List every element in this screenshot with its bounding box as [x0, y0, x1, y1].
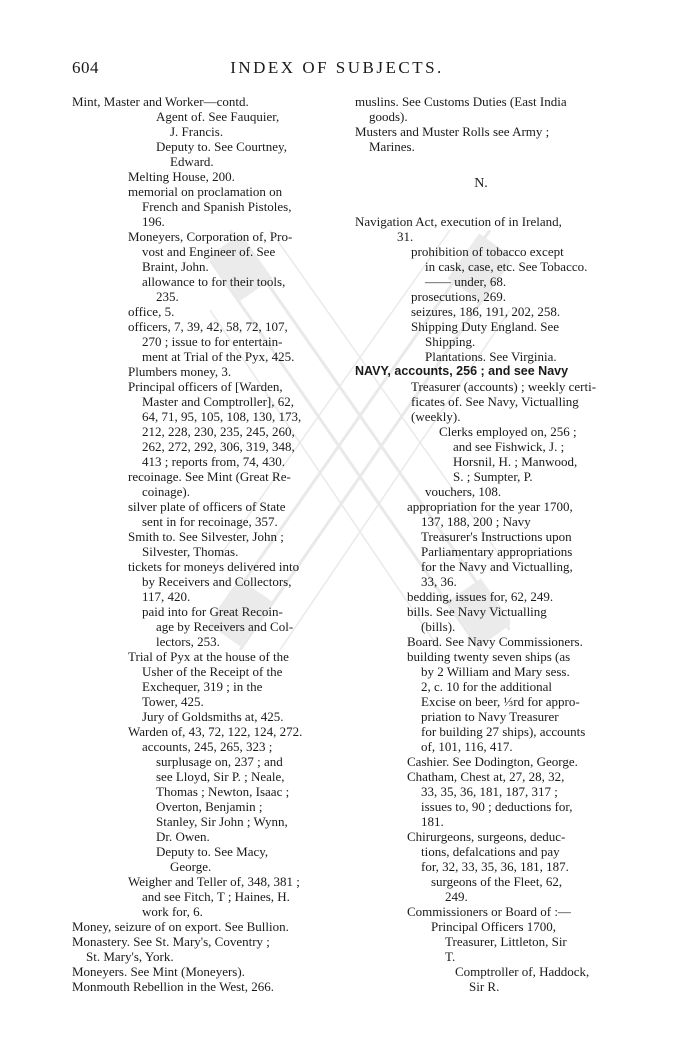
index-entry: Plumbers money, 3.	[128, 364, 232, 379]
index-entry: Deputy to. See Macy,	[156, 844, 269, 859]
index-entry: Horsnil, H. ; Manwood,	[453, 454, 578, 469]
index-entry: (bills).	[421, 619, 456, 634]
index-entry: 413 ; reports from, 74, 430.	[142, 454, 285, 469]
index-entry: see Lloyd, Sir P. ; Neale,	[156, 769, 285, 784]
index-entry: vost and Engineer of. See	[142, 244, 276, 259]
index-entry: for, 32, 33, 35, 36, 181, 187.	[421, 859, 569, 874]
index-entry: 2, c. 10 for the additional	[421, 679, 553, 694]
index-entry: prosecutions, 269.	[411, 289, 506, 304]
index-entry: Principal officers of [Warden,	[128, 379, 283, 394]
index-entry: Edward.	[170, 154, 214, 169]
index-entry: 262, 272, 292, 306, 319, 348,	[142, 439, 295, 454]
index-entry-heading: NAVY, accounts, 256 ; and see Navy	[355, 364, 569, 378]
index-entry: coinage).	[142, 484, 191, 499]
index-entry: silver plate of officers of State	[128, 499, 286, 514]
index-entry: Treasurer (accounts) ; weekly certi-	[411, 379, 597, 394]
index-entry: priation to Navy Treasurer	[421, 709, 559, 724]
index-entry: (weekly).	[411, 409, 461, 424]
section-letter: N.	[474, 176, 488, 191]
index-entry: 117, 420.	[142, 589, 191, 604]
index-entry: Agent of. See Fauquier,	[156, 109, 280, 124]
index-entry: Jury of Goldsmiths at, 425.	[142, 709, 284, 724]
index-entry: Smith to. See Silvester, John ;	[128, 529, 284, 544]
index-entry: for the Navy and Victualling,	[421, 559, 573, 574]
index-entry: 31.	[397, 229, 414, 244]
index-entry: tickets for moneys delivered into	[128, 559, 300, 574]
index-entry: Braint, John.	[142, 259, 209, 274]
index-entry: sent in for recoinage, 357.	[142, 514, 278, 529]
index-entry: J. Francis.	[170, 124, 224, 139]
index-entry: by Receivers and Collectors,	[142, 574, 292, 589]
index-entry: 235.	[156, 289, 179, 304]
index-entry: Monmouth Rebellion in the West, 266.	[72, 979, 275, 994]
index-entry: ment at Trial of the Pyx, 425.	[142, 349, 295, 364]
index-entry: Overton, Benjamin ;	[156, 799, 263, 814]
index-entry: Exchequer, 319 ; in the	[142, 679, 263, 694]
index-entry: Treasurer's Instructions upon	[421, 529, 572, 544]
index-entry: appropriation for the year 1700,	[407, 499, 573, 514]
index-entry: 196.	[142, 214, 165, 229]
index-entry: St. Mary's, York.	[86, 949, 174, 964]
index-entry: bills. See Navy Victualling	[407, 604, 547, 619]
index-entry: Thomas ; Newton, Isaac ;	[156, 784, 290, 799]
index-entry: paid into for Great Recoin-	[142, 604, 283, 619]
index-entry: for building 27 ships), accounts	[421, 724, 586, 739]
index-entry: accounts, 245, 265, 323 ;	[142, 739, 273, 754]
index-entry: Shipping.	[425, 334, 476, 349]
index-entry: Shipping Duty England. See	[411, 319, 560, 334]
index-entry: Comptroller of, Haddock,	[455, 964, 590, 979]
index-entry: recoinage. See Mint (Great Re-	[128, 469, 291, 484]
index-entry: surgeons of the Fleet, 62,	[431, 874, 563, 889]
index-entry: Master and Comptroller], 62,	[142, 394, 294, 409]
index-entry: and see Fitch, T ; Haines, H.	[142, 889, 290, 904]
index-entry: and see Fishwick, J. ;	[453, 439, 565, 454]
index-entry: 33, 36.	[421, 574, 457, 589]
index-entry: tions, defalcations and pay	[421, 844, 560, 859]
index-entry: of, 101, 116, 417.	[421, 739, 513, 754]
index-entry: Chirurgeons, surgeons, deduc-	[407, 829, 566, 844]
index-entry: prohibition of tobacco except	[411, 244, 564, 259]
index-entry: office, 5.	[128, 304, 175, 319]
index-entry: Marines.	[369, 139, 415, 154]
page-number: 604	[72, 58, 99, 77]
index-entry: work for, 6.	[142, 904, 203, 919]
index-entry: vouchers, 108.	[425, 484, 502, 499]
index-entry: Treasurer, Littleton, Sir	[445, 934, 567, 949]
index-entry: Navigation Act, execution of in Ireland,	[355, 214, 562, 229]
index-entry: T.	[445, 949, 456, 964]
index-entry: French and Spanish Pistoles,	[142, 199, 292, 214]
index-entry: surplusage on, 237 ; and	[156, 754, 283, 769]
index-entry: in cask, case, etc. See Tobacco.	[425, 259, 588, 274]
index-entry: Clerks employed on, 256 ;	[439, 424, 577, 439]
index-entry: issues to, 90 ; deductions for,	[421, 799, 573, 814]
index-entry: bedding, issues for, 62, 249.	[407, 589, 554, 604]
index-entry: Principal Officers 1700,	[431, 919, 557, 934]
index-entry: Dr. Owen.	[156, 829, 210, 844]
index-entry: Commissioners or Board of :—	[407, 904, 571, 919]
index-entry: 212, 228, 230, 235, 245, 260,	[142, 424, 295, 439]
index-entry: seizures, 186, 191, 202, 258.	[411, 304, 561, 319]
index-entry: 64, 71, 95, 105, 108, 130, 173,	[142, 409, 302, 424]
index-entry: by 2 William and Mary sess.	[421, 664, 570, 679]
page-header	[72, 58, 602, 82]
index-entry: Plantations. See Virginia.	[425, 349, 557, 364]
index-entry: Sir R.	[469, 979, 500, 994]
index-entry: Musters and Muster Rolls see Army ;	[355, 124, 550, 139]
index-entry: Warden of, 43, 72, 122, 124, 272.	[128, 724, 303, 739]
index-entry: Mint, Master and Worker—contd.	[72, 94, 249, 109]
index-entry: Board. See Navy Commissioners.	[407, 634, 583, 649]
index-entry: Stanley, Sir John ; Wynn,	[156, 814, 288, 829]
index-entry: Moneyers, Corporation of, Pro-	[128, 229, 293, 244]
index-entry: —— under, 68.	[425, 274, 507, 289]
index-entry: Monastery. See St. Mary's, Coventry ;	[72, 934, 270, 949]
index-entry: memorial on proclamation on	[128, 184, 283, 199]
index-entry: Parliamentary appropriations	[421, 544, 573, 559]
index-entry: Money, seizure of on export. See Bullion.	[72, 919, 289, 934]
index-entry: Silvester, Thomas.	[142, 544, 239, 559]
index-entry: ficates of. See Navy, Victualling	[411, 394, 579, 409]
index-entry: 181.	[421, 814, 444, 829]
index-entry: officers, 7, 39, 42, 58, 72, 107,	[128, 319, 288, 334]
index-entry: age by Receivers and Col-	[156, 619, 294, 634]
index-entry: Excise on beer, ⅓rd for appro-	[421, 694, 580, 709]
index-entry: lectors, 253.	[156, 634, 220, 649]
page-title: INDEX OF SUBJECTS.	[230, 58, 444, 77]
index-entry: Deputy to. See Courtney,	[156, 139, 287, 154]
index-entry: Melting House, 200.	[128, 169, 235, 184]
index-entry: muslins. See Customs Duties (East India	[355, 94, 567, 109]
index-entry: Chatham, Chest at, 27, 28, 32,	[407, 769, 565, 784]
index-entry: 270 ; issue to for entertain-	[142, 334, 283, 349]
index-entry: 249.	[445, 889, 468, 904]
index-entry: 137, 188, 200 ; Navy	[421, 514, 531, 529]
index-entry: Trial of Pyx at the house of the	[128, 649, 289, 664]
index-entry: goods).	[369, 109, 408, 124]
index-entry: allowance to for their tools,	[142, 274, 286, 289]
index-entry: Moneyers. See Mint (Moneyers).	[72, 964, 245, 979]
index-entry: Tower, 425.	[142, 694, 204, 709]
index-entry: S. ; Sumpter, P.	[453, 469, 533, 484]
index-entry: 33, 35, 36, 181, 187, 317 ;	[421, 784, 558, 799]
index-entry: building twenty seven ships (as	[407, 649, 571, 664]
index-entry: Usher of the Receipt of the	[142, 664, 283, 679]
index-entry: George.	[170, 859, 212, 874]
index-entry: Cashier. See Dodington, George.	[407, 754, 578, 769]
index-entry: Weigher and Teller of, 348, 381 ;	[128, 874, 300, 889]
